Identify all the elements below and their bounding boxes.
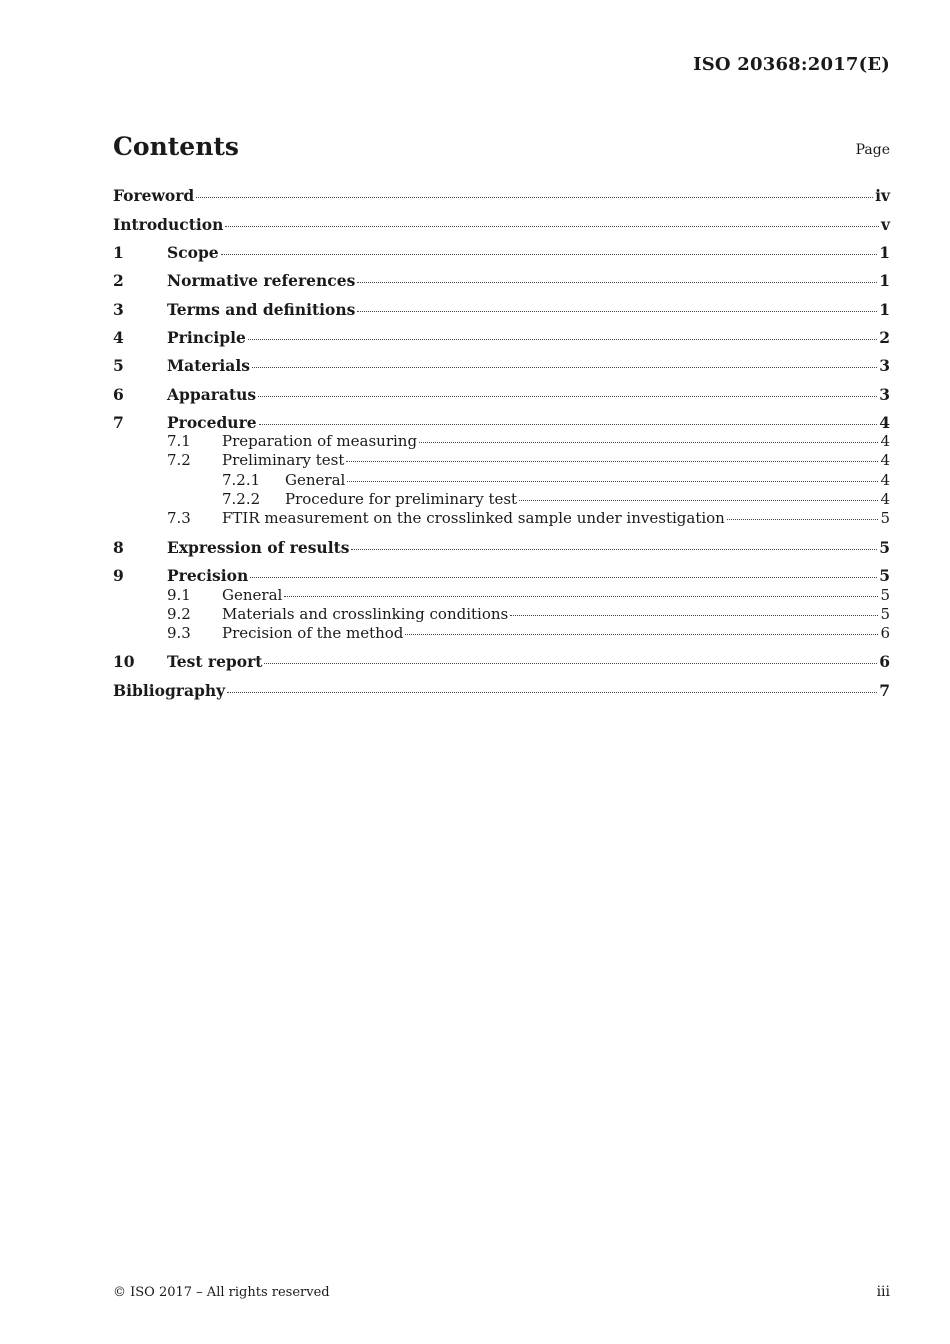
toc-entry[interactable] bbox=[113, 186, 890, 205]
toc-entry[interactable] bbox=[113, 566, 890, 585]
toc-entry[interactable] bbox=[113, 538, 890, 557]
toc-entry[interactable] bbox=[113, 471, 890, 489]
toc-entry-number: 1 bbox=[113, 243, 124, 262]
toc-entry-page: 6 bbox=[880, 624, 890, 642]
toc-entry-title: Principle bbox=[167, 328, 246, 347]
toc-entry-title: Precision of the method bbox=[222, 624, 404, 642]
toc-entry-page: 5 bbox=[880, 605, 890, 623]
toc-entry-page: 6 bbox=[879, 652, 890, 671]
toc-entry-page: 3 bbox=[879, 385, 890, 404]
toc-entry-page: 5 bbox=[879, 538, 890, 557]
toc-entry-title: Materials bbox=[167, 356, 250, 375]
toc-entry-number: 4 bbox=[113, 328, 124, 347]
toc-entry-page: 1 bbox=[879, 271, 890, 290]
page-number: iii bbox=[876, 1284, 890, 1300]
toc-entry-page: 5 bbox=[880, 586, 890, 604]
dot-leader bbox=[347, 481, 878, 482]
dot-leader bbox=[250, 577, 877, 578]
page-column-label: Page bbox=[855, 142, 890, 158]
toc-entry-title: Bibliography bbox=[113, 681, 226, 700]
toc-entry-title: Procedure for preliminary test bbox=[285, 490, 518, 508]
toc-entry-title: Preliminary test bbox=[222, 451, 345, 469]
toc-entry-title: Terms and definitions bbox=[167, 300, 356, 319]
toc-entry[interactable] bbox=[113, 586, 890, 604]
toc-entry-number: 7.1 bbox=[167, 432, 191, 450]
dot-leader bbox=[248, 339, 877, 340]
toc-entry-page: 5 bbox=[880, 509, 890, 527]
dot-leader bbox=[357, 311, 877, 312]
toc-entry[interactable] bbox=[113, 681, 890, 700]
toc-entry[interactable] bbox=[113, 385, 890, 404]
toc-entry-title: Preparation of measuring bbox=[222, 432, 418, 450]
dot-leader bbox=[264, 663, 877, 664]
toc-entry-number: 6 bbox=[113, 385, 124, 404]
toc-entry-page: 2 bbox=[879, 328, 890, 347]
toc-entry-title: Procedure bbox=[167, 413, 257, 432]
toc-entry-number: 7.2 bbox=[167, 451, 191, 469]
toc-entry-number: 7.2.1 bbox=[222, 471, 261, 489]
toc-entry-page: 7 bbox=[879, 681, 890, 700]
dot-leader bbox=[727, 519, 879, 520]
toc-entry-number: 7.3 bbox=[167, 509, 191, 527]
toc-entry[interactable] bbox=[113, 451, 890, 469]
dot-leader bbox=[519, 500, 878, 501]
toc-entry[interactable] bbox=[113, 356, 890, 375]
dot-leader bbox=[252, 367, 877, 368]
dot-leader bbox=[510, 615, 878, 616]
dot-leader bbox=[225, 226, 879, 227]
toc-entry-title: Normative references bbox=[167, 271, 356, 290]
toc-entry[interactable] bbox=[113, 215, 890, 234]
toc-entry-page: 4 bbox=[880, 432, 890, 450]
dot-leader bbox=[259, 424, 878, 425]
toc-entry-number: 10 bbox=[113, 652, 135, 671]
toc-entry-page: 5 bbox=[879, 566, 890, 585]
toc-entry-number: 9.2 bbox=[167, 605, 191, 623]
dot-leader bbox=[351, 549, 877, 550]
toc-entry-title: Introduction bbox=[113, 215, 224, 234]
toc-entry-page: 1 bbox=[879, 300, 890, 319]
toc-entry-page: 1 bbox=[879, 243, 890, 262]
toc-entry-number: 9.3 bbox=[167, 624, 191, 642]
dot-leader bbox=[221, 254, 878, 255]
toc-entry-number: 7 bbox=[113, 413, 124, 432]
dot-leader bbox=[227, 692, 877, 693]
toc-entry-number: 3 bbox=[113, 300, 124, 319]
toc-entry[interactable] bbox=[113, 413, 890, 432]
dot-leader bbox=[196, 197, 873, 198]
toc-entry[interactable] bbox=[113, 243, 890, 262]
toc-entry-title: Materials and crosslinking conditions bbox=[222, 605, 509, 623]
toc-entry-title: Precision bbox=[167, 566, 249, 585]
toc-entry[interactable] bbox=[113, 652, 890, 671]
contents-heading: Contents bbox=[113, 132, 240, 161]
toc-entry[interactable] bbox=[113, 490, 890, 508]
toc-entry-page: v bbox=[880, 215, 890, 234]
toc-entry-number: 8 bbox=[113, 538, 124, 557]
toc-entry[interactable] bbox=[113, 271, 890, 290]
toc-entry-number: 9.1 bbox=[167, 586, 191, 604]
toc-entry-number: 9 bbox=[113, 566, 124, 585]
toc-entry[interactable] bbox=[113, 432, 890, 450]
toc-entry-page: 4 bbox=[880, 490, 890, 508]
dot-leader bbox=[405, 634, 878, 635]
toc-entry[interactable] bbox=[113, 605, 890, 623]
toc-entry-title: Test report bbox=[167, 652, 263, 671]
toc-entry[interactable] bbox=[113, 624, 890, 642]
toc-entry-title: Expression of results bbox=[167, 538, 350, 557]
toc-entry-page: 4 bbox=[879, 413, 890, 432]
toc-entry-title: Foreword bbox=[113, 186, 195, 205]
toc-entry-title: General bbox=[222, 586, 283, 604]
dot-leader bbox=[357, 282, 877, 283]
dot-leader bbox=[258, 396, 877, 397]
toc-entry-page: 4 bbox=[880, 471, 890, 489]
document-identifier: ISO 20368:2017(E) bbox=[693, 54, 890, 75]
toc-entry-title: Apparatus bbox=[167, 385, 257, 404]
dot-leader bbox=[419, 442, 878, 443]
toc-entry-page: iv bbox=[875, 186, 890, 205]
toc-entry[interactable] bbox=[113, 328, 890, 347]
toc-entry-title: General bbox=[285, 471, 346, 489]
toc-entry-number: 7.2.2 bbox=[222, 490, 261, 508]
toc-entry-title: Scope bbox=[167, 243, 219, 262]
toc-entry[interactable] bbox=[113, 509, 890, 527]
toc-entry-title: FTIR measurement on the crosslinked sample under investigation bbox=[222, 509, 725, 527]
dot-leader bbox=[346, 461, 878, 462]
dot-leader bbox=[284, 596, 878, 597]
toc-entry-number: 5 bbox=[113, 356, 124, 375]
copyright-notice: © ISO 2017 – All rights reserved bbox=[113, 1285, 330, 1300]
toc-entry-page: 3 bbox=[879, 356, 890, 375]
toc-entry[interactable] bbox=[113, 300, 890, 319]
toc-entry-number: 2 bbox=[113, 271, 124, 290]
toc-entry-page: 4 bbox=[880, 451, 890, 469]
